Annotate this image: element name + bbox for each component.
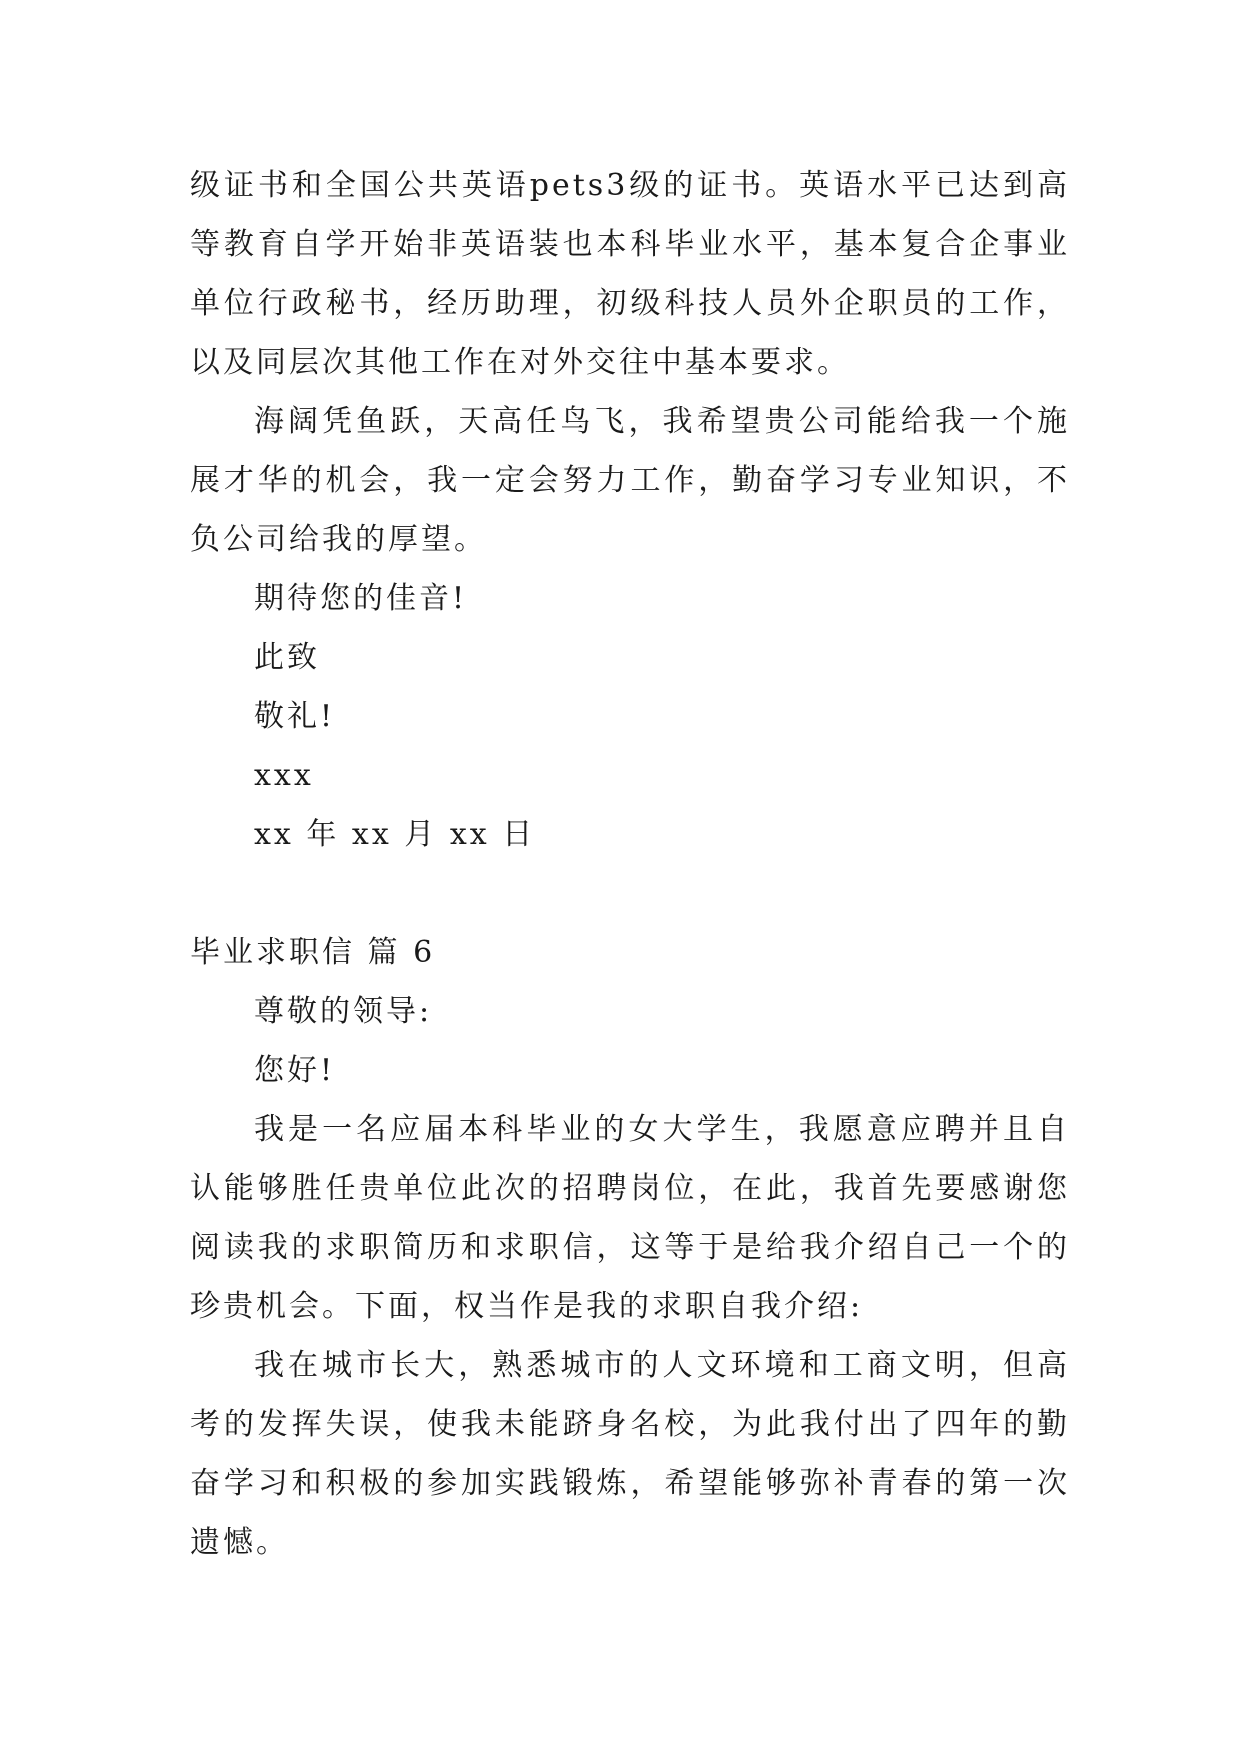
greeting: 您好! (254, 1053, 336, 1088)
paragraph-hope: 海阔凭鱼跃，天高任鸟飞，我希望贵公司能给我一个施展才华的机会，我一定会努力工作，勤奋学习专业知识，不负公司给我的厚望。 (190, 404, 1070, 557)
date: xx 年 xx 月 xx 日 (254, 817, 536, 852)
paragraph-intro: 我是一名应届本科毕业的女大学生，我愿意应聘并且自认能够胜任贵单位此次的招聘岗位，在此，我首先要感谢您阅读我的求职简历和求职信，这等于是给我介绍自己一个的珍贵机会。下面，权当作是我的求职自我介绍: (190, 1112, 1070, 1324)
closing-expect: 期待您的佳音! (254, 581, 468, 616)
signature: xxx (254, 758, 314, 793)
document-body (190, 156, 1070, 1572)
closing-cizhi: 此致 (254, 640, 320, 675)
salutation: 尊敬的领导: (254, 994, 433, 1029)
section-title: 毕业求职信 篇 6 (190, 935, 436, 970)
continued-paragraph: 级证书和全国公共英语pets3级的证书。英语水平已达到高等教育自学开始非英语装也本科毕业水平，基本复合企事业单位行政秘书，经历助理，初级科技人员外企职员的工作，以及同层次其他工作在对外交往中基本要求。 (190, 168, 1070, 380)
closing-jingli: 敬礼! (254, 699, 336, 734)
paragraph-city: 我在城市长大，熟悉城市的人文环境和工商文明，但高考的发挥失误，使我未能跻身名校，为此我付出了四年的勤奋学习和积极的参加实践锻炼，希望能够弥补青春的第一次遗憾。 (190, 1348, 1070, 1560)
